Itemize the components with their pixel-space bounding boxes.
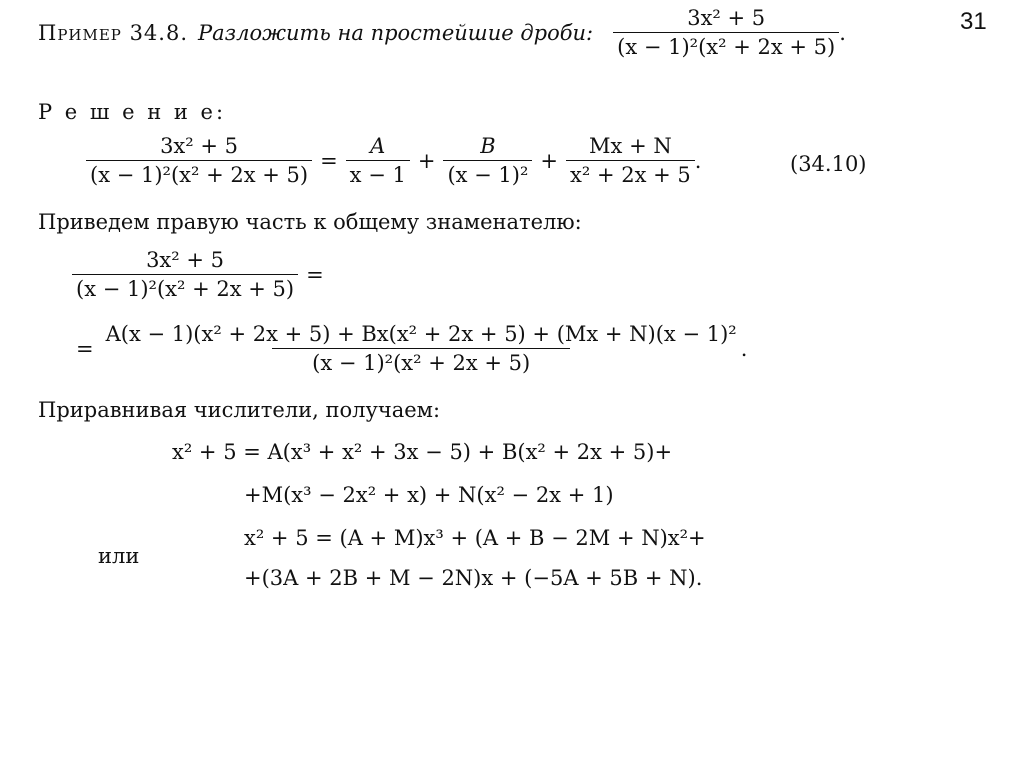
paragraph-common-denominator: Приведем правую часть к общему знаменателю: [38,210,582,234]
solution-heading: Р е ш е н и е: [38,100,227,124]
term-b-denominator: (x − 1)² [443,160,532,187]
lhs-numerator: 3x² + 5 [160,134,238,158]
period: . [740,336,748,361]
or-word: или [98,544,140,568]
term-a-numerator: A [370,134,386,158]
fraction-numerator: 3x² + 5 [687,6,766,30]
example-label: Пример 34.8. [38,20,188,45]
term-b-numerator: B [480,134,496,158]
equals-sign: = [76,336,94,361]
rhs-denominator: (x − 1)²(x² + 2x + 5) [272,348,570,375]
example-task: Разложить на простейшие дроби: [198,20,594,45]
term-b-fraction [443,134,532,187]
equals-sign: = [306,262,324,287]
paragraph-equate-numerators: Приравнивая числители, получаем: [38,398,441,422]
term-mn-numerator: Mx + N [589,134,672,158]
lhs-fraction [86,134,312,187]
equation-3-line-2: +M(x³ − 2x² + x) + N(x² − 2x + 1) [244,483,614,507]
term-mn-denominator: x² + 2x + 5 [566,160,695,187]
lhs-denominator: (x − 1)²(x² + 2x + 5) [72,274,298,301]
lhs-denominator: (x − 1)²(x² + 2x + 5) [86,160,312,187]
example-fraction [613,6,839,59]
lhs-fraction [72,248,298,301]
plus-sign: + [417,148,436,173]
equation-3-line-1: x² + 5 = A(x³ + x² + 3x − 5) + B(x² + 2x + 5)+ [172,440,673,464]
period: . [839,20,846,45]
equation-34-10 [86,134,701,187]
equation-4-line-2: +(3A + 2B + M − 2N)x + (−5A + 5B + N). [244,566,703,590]
term-a-denominator: x − 1 [346,160,410,187]
rhs-fraction [102,322,741,375]
example-heading [38,6,846,59]
term-a-fraction [346,134,410,187]
period: . [694,148,702,173]
equation-4-line-1: x² + 5 = (A + M)x³ + (A + B − 2M + N)x²+ [244,526,706,550]
lhs-numerator: 3x² + 5 [146,248,224,272]
rhs-numerator: A(x − 1)(x² + 2x + 5) + Bx(x² + 2x + 5) + (Mx + N)(x − 1)² [105,322,737,346]
page-number: 31 [960,8,987,35]
equals-sign: = [320,148,338,173]
fraction-denominator: (x − 1)²(x² + 2x + 5) [613,32,839,59]
equation-2-lhs [72,248,324,301]
equation-2-rhs [76,322,747,375]
term-mn-fraction [566,134,695,187]
equation-tag: (34.10) [790,152,867,176]
plus-sign: + [540,148,559,173]
